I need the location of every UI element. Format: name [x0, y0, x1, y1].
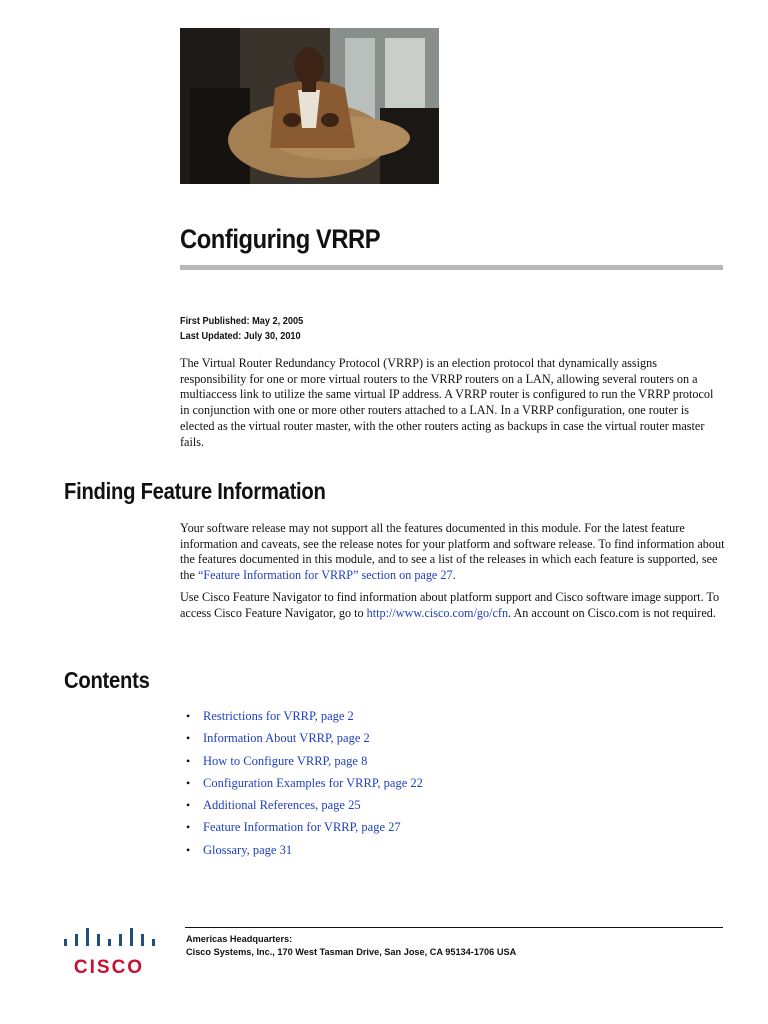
- contents-heading: Contents: [64, 667, 150, 693]
- bullet-icon: •: [186, 753, 191, 768]
- header-photo-image: [180, 28, 439, 184]
- contents-link-glossary[interactable]: Glossary, page 31: [203, 842, 293, 857]
- first-published: First Published: May 2, 2005: [180, 316, 304, 327]
- footer: [186, 933, 516, 958]
- feature-info-link[interactable]: “Feature Information for VRRP” section on page 27: [197, 568, 453, 583]
- finding-feature-heading: Finding Feature Information: [64, 478, 326, 504]
- contents-link-references[interactable]: Additional References, page 25: [203, 798, 361, 813]
- finding-p2-end: . An account on Cisco.com is not required.: [508, 605, 716, 620]
- page-title: Configuring VRRP: [180, 224, 381, 254]
- list-item: [180, 706, 423, 728]
- hq-address: Cisco Systems, Inc., 170 West Tasman Drive, San Jose, CA 95134-1706 USA: [186, 946, 517, 957]
- cisco-logo: [62, 928, 158, 980]
- cisco-logo-text: CISCO: [73, 957, 145, 978]
- list-item: [180, 795, 423, 817]
- bullet-icon: •: [186, 798, 191, 813]
- list-item: [180, 840, 423, 862]
- contents-link-feature-info[interactable]: Feature Information for VRRP, page 27: [203, 820, 401, 835]
- bullet-icon: •: [186, 775, 191, 790]
- last-updated: Last Updated: July 30, 2010: [180, 331, 301, 342]
- contents-link-information[interactable]: Information About VRRP, page 2: [203, 731, 370, 746]
- contents-list: [180, 706, 423, 862]
- contents-link-restrictions[interactable]: Restrictions for VRRP, page 2: [203, 709, 354, 723]
- list-item: [180, 773, 423, 795]
- cfn-url-link[interactable]: http://www.cisco.com/go/cfn: [366, 605, 509, 620]
- title-rule: [180, 265, 723, 270]
- list-item: [180, 817, 423, 839]
- bullet-icon: •: [186, 731, 191, 746]
- finding-p1-end: .: [452, 568, 456, 583]
- bullet-icon: •: [186, 820, 191, 835]
- intro-paragraph: The Virtual Router Redundancy Protocol (VRRP) is an election protocol that dynamically assigns responsibility for one or more virtual routers to the VRRP routers on a LAN, allowing several routers on a multiaccess link to utilize the same virtual IP address. A VRRP router is configured to run the VRRP protocol in conjunction with one or more other routers attached to a LAN. In a VRRP configuration, one router is elected as the virtual router master, with the other routers acting as backups in case the virtual router master fails.: [180, 356, 714, 449]
- hq-label: Americas Headquarters:: [186, 934, 293, 944]
- publication-dates: [180, 314, 314, 344]
- finding-p2-text: Use Cisco Feature Navigator to find information about platform support and Cisco software image support. To access Cisco Feature Navigator, go to: [180, 590, 720, 620]
- header-photo: [180, 28, 439, 184]
- bullet-icon: •: [186, 842, 191, 857]
- list-item: [180, 728, 423, 750]
- contents-link-examples[interactable]: Configuration Examples for VRRP, page 22: [203, 775, 423, 790]
- list-item: [180, 751, 423, 773]
- contents-link-how-to[interactable]: How to Configure VRRP, page 8: [203, 753, 368, 768]
- finding-paragraph-2: [180, 590, 725, 621]
- cisco-logo-icon: [62, 928, 158, 980]
- finding-paragraph-1: [180, 521, 725, 584]
- finding-p1-text: Your software release may not support all the features documented in this module. For the latest feature information and caveats, see the release notes for your platform and software release. To find information about the features documented in this module, and to see a list of the releases in which each feature is supported, see the: [180, 521, 725, 583]
- bullet-icon: •: [186, 709, 191, 723]
- footer-rule: [185, 927, 723, 928]
